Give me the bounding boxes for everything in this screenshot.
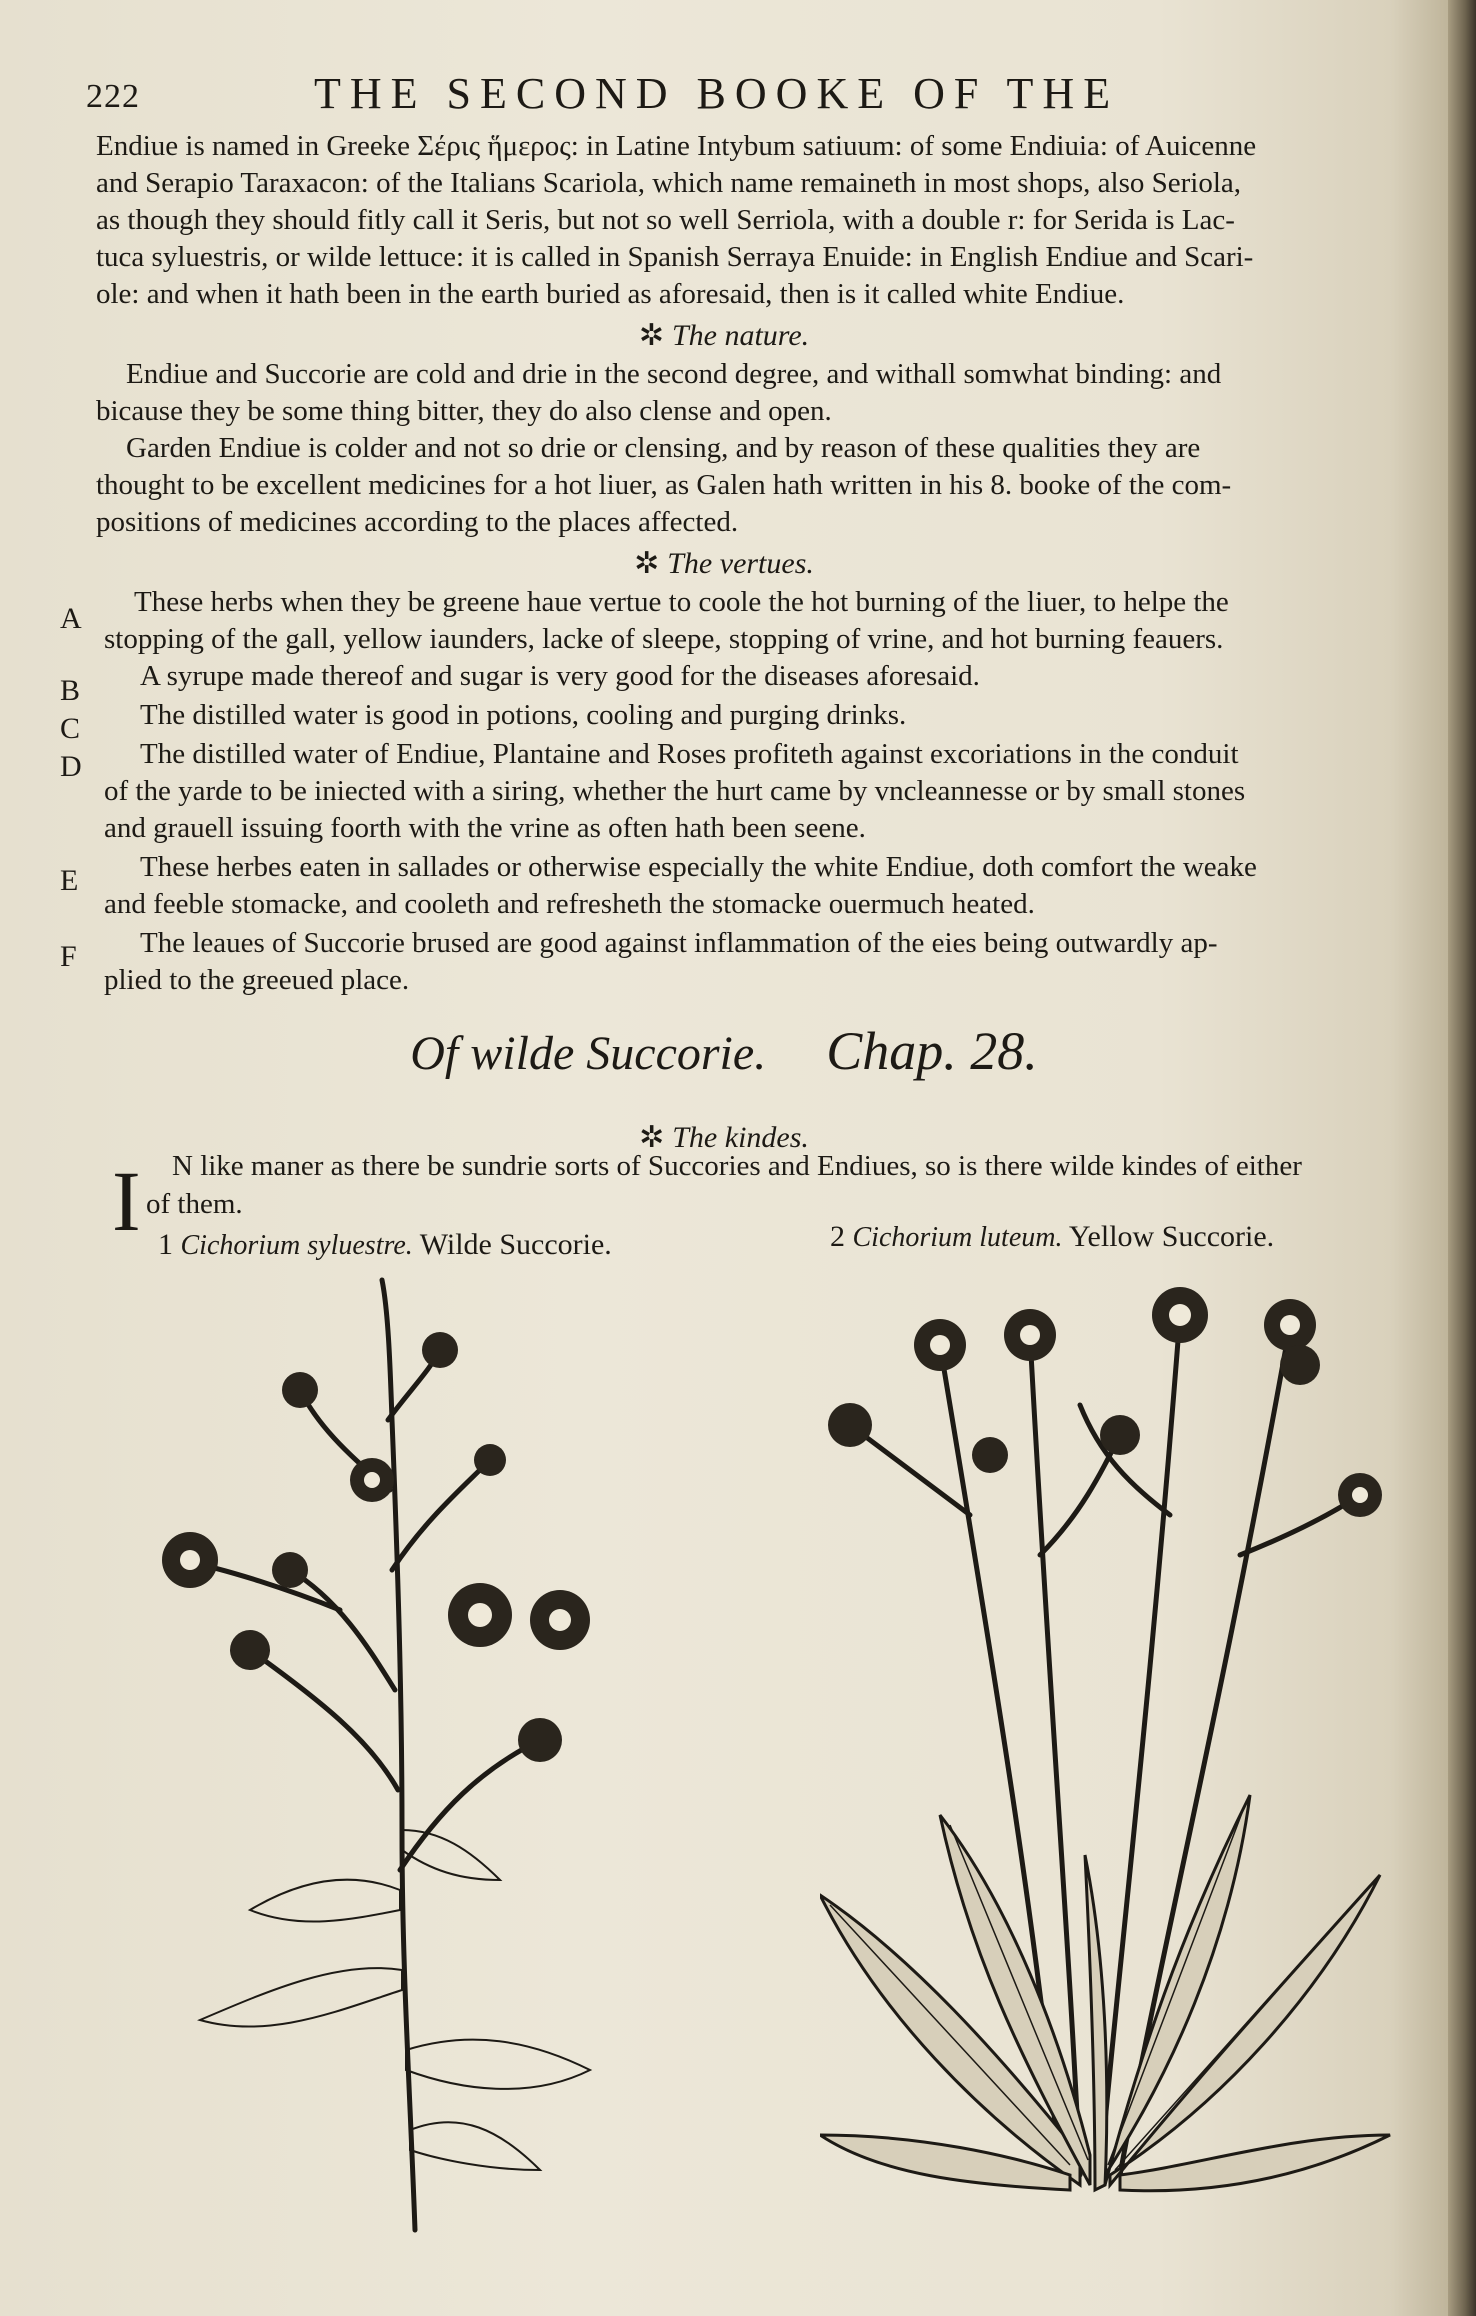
woodcut-yellow-succorie <box>820 1255 1400 2255</box>
text-line: of them. <box>146 1188 243 1220</box>
text-line: Endiue is named in Greeke Σέρις ἥμερος: in Latine Intybum satiuum: of some Endiuia: of Auicenne <box>96 130 1257 162</box>
asterism-icon: ✲ <box>638 319 664 352</box>
text-line: plied to the greeued place. <box>104 964 410 996</box>
asterism-icon: ✲ <box>634 547 660 580</box>
text-line: These herbes eaten in sallades or otherwise especially the white Endiue, doth comfort the weake <box>140 851 1257 883</box>
chapter-number: Chap. 28. <box>826 1021 1038 1081</box>
margin-letter: B <box>60 674 81 707</box>
text-line: positions of medicines according to the places affected. <box>96 506 739 538</box>
text-line: bicause they be some thing bitter, they do also clense and open. <box>96 395 832 427</box>
text-line: The leaues of Succorie brused are good against inflammation of the eies being outwardly ap- <box>140 927 1218 959</box>
text-line: Garden Endiue is colder and not so drie or clensing, and by reason of these qualities they are <box>126 432 1201 464</box>
intro-paragraph <box>96 128 1376 313</box>
figure-caption-1: 1 Cichorium syluestre. Wilde Succorie. <box>158 1228 612 1261</box>
asterism-icon: ✲ <box>639 1121 665 1154</box>
text-line: ole: and when it hath been in the earth buried as aforesaid, then is it called white Endiue. <box>96 278 1125 310</box>
margin-letter: F <box>60 940 77 973</box>
english-name: Yellow Succorie. <box>1068 1220 1275 1253</box>
section-heading-nature: ✲ The nature. <box>638 319 810 352</box>
drop-capital: I <box>112 1153 141 1249</box>
text-line: thought to be excellent medicines for a hot liuer, as Galen hath written in his 8. booke of the com- <box>96 469 1232 501</box>
nature-paragraph <box>96 356 1376 541</box>
text-line: These herbs when they be greene haue vertue to coole the hot burning of the liuer, to helpe the <box>134 586 1229 618</box>
margin-letter: C <box>60 712 81 745</box>
chapter-title: Of wilde Succorie. <box>410 1027 767 1080</box>
section-heading-vertues: ✲ The vertues. <box>634 547 814 580</box>
figure-caption-2: 2 Cichorium luteum. Yellow Succorie. <box>830 1220 1275 1253</box>
text-line: stopping of the gall, yellow iaunders, lacke of sleepe, stopping of vrine, and hot burning feauers. <box>104 623 1224 655</box>
page-number: 222 <box>86 78 140 115</box>
page-header <box>86 68 1386 124</box>
text-line: and grauell issuing foorth with the vrine as often hath been seene. <box>104 812 866 844</box>
text-line: The distilled water of Endiue, Plantaine and Roses profiteth against excoriations in the conduit <box>140 738 1239 770</box>
section-heading-kindes: ✲ The kindes. <box>639 1121 809 1154</box>
text-line: The distilled water is good in potions, cooling and purging drinks. <box>140 699 907 731</box>
text-line: tuca syluestris, or wilde lettuce: it is called in Spanish Serraya Enuide: in English Endiue and Scari- <box>96 241 1254 273</box>
running-title: THE SECOND BOOKE OF THE <box>314 69 1120 118</box>
text-line: N like maner as there be sundrie sorts of Succories and Endiues, so is there wilde kindes of either <box>172 1150 1302 1182</box>
chapter-heading <box>0 1020 1448 1082</box>
latin-name: Cichorium syluestre. <box>180 1230 413 1261</box>
woodcut-wilde-succorie <box>140 1270 620 2250</box>
text-line: of the yarde to be iniected with a siring, whether the hurt came by vncleannesse or by small stones <box>104 775 1246 807</box>
margin-letter: E <box>60 864 79 897</box>
text-line: and feeble stomacke, and cooleth and refresheth the stomacke ouermuch heated. <box>104 888 1035 920</box>
margin-letter: D <box>60 750 82 783</box>
latin-name: Cichorium luteum. <box>852 1222 1063 1253</box>
english-name: Wilde Succorie. <box>419 1228 612 1261</box>
book-gutter <box>1448 0 1476 2316</box>
margin-letter: A <box>60 602 82 635</box>
text-line: as though they should fitly call it Seris, but not so well Serriola, with a double r: for Serida is Lac- <box>96 204 1235 236</box>
text-line: A syrupe made thereof and sugar is very good for the diseases aforesaid. <box>140 660 980 692</box>
text-line: and Serapio Taraxacon: of the Italians Scariola, which name remaineth in most shops, also Seriola, <box>96 167 1242 199</box>
text-line: Endiue and Succorie are cold and drie in the second degree, and withall somwhat binding: and <box>126 358 1222 390</box>
